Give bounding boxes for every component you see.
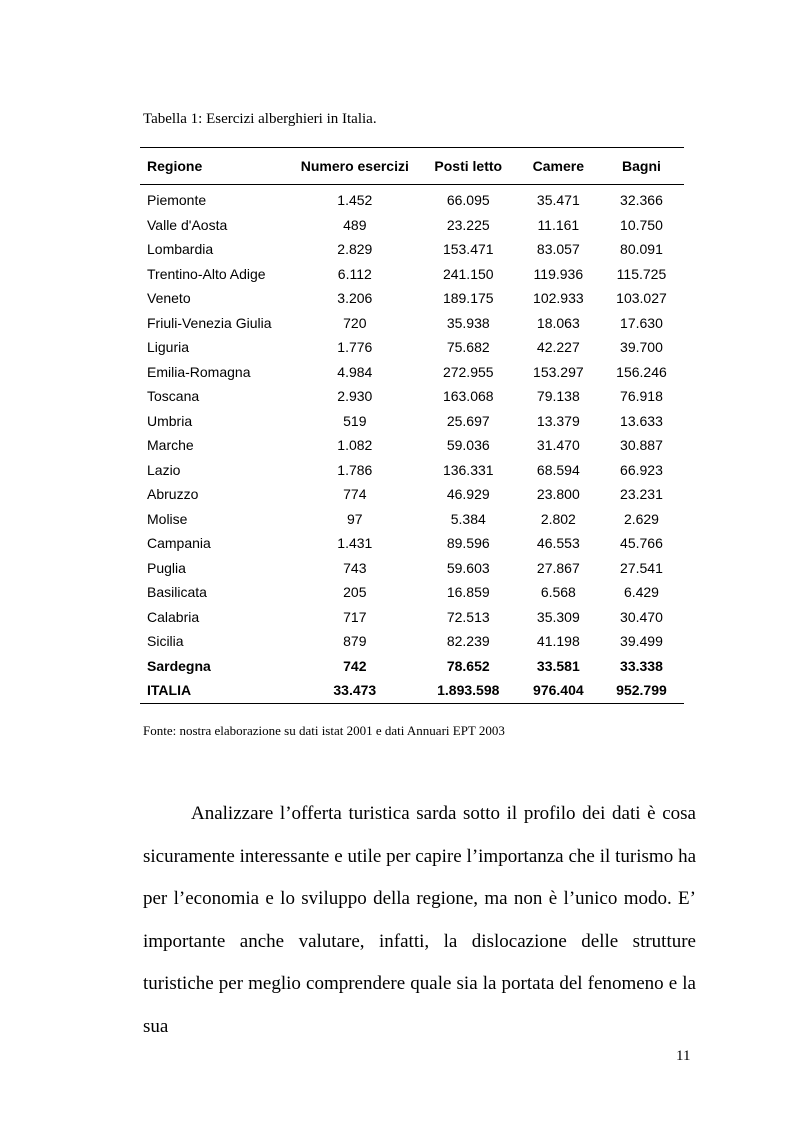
cell-bagni: 13.633 (620, 412, 663, 429)
cell-camere: 83.057 (536, 241, 580, 258)
cell-region: Veneto (147, 290, 191, 307)
table-row (140, 605, 684, 630)
cell-bagni: 27.541 (620, 559, 663, 576)
hotel-statistics-table (140, 147, 684, 704)
table-row (140, 629, 684, 654)
table-row (140, 384, 684, 409)
cell-camere: 31.470 (536, 437, 580, 454)
cell-posti-letto: 66.095 (446, 192, 490, 209)
cell-region: Umbria (147, 412, 193, 429)
cell-bagni: 115.725 (616, 265, 667, 282)
cell-esercizi: 1.776 (337, 339, 373, 356)
table-row-total (140, 678, 684, 703)
header-bagni: Bagni (599, 148, 684, 185)
header-regione: Regione (140, 148, 291, 185)
cell-region: Toscana (147, 388, 200, 405)
cell-camere: 41.198 (536, 633, 580, 650)
table-row (140, 531, 684, 556)
cell-bagni: 23.231 (620, 486, 663, 503)
cell-posti-letto: 89.596 (446, 535, 490, 552)
cell-region: Molise (147, 510, 188, 527)
cell-bagni: 32.366 (620, 192, 663, 209)
cell-bagni: 66.923 (620, 461, 663, 478)
cell-camere: 13.379 (536, 412, 580, 429)
cell-posti-letto: 23.225 (446, 216, 490, 233)
cell-bagni: 45.766 (620, 535, 663, 552)
table-row (140, 185, 684, 213)
source-note: Fonte: nostra elaborazione su dati istat 2001 e dati Annuari EPT 2003 (143, 723, 505, 738)
cell-posti-letto: 189.175 (442, 290, 494, 307)
cell-region: Campania (147, 535, 211, 552)
table-row (140, 286, 684, 311)
cell-region: Liguria (147, 339, 190, 356)
cell-camere: 35.309 (536, 608, 580, 625)
cell-region: Puglia (147, 559, 186, 576)
cell-camere: 18.063 (536, 314, 580, 331)
cell-camere: 27.867 (536, 559, 580, 576)
cell-region: Valle d'Aosta (147, 216, 228, 233)
table-row (140, 580, 684, 605)
cell-esercizi: 1.082 (337, 437, 373, 454)
cell-bagni: 17.630 (620, 314, 663, 331)
table-caption: Tabella 1: Esercizi alberghieri in Italia. (143, 111, 377, 127)
table-row (140, 360, 684, 385)
table-row (140, 213, 684, 238)
table-row (140, 507, 684, 532)
cell-esercizi: 743 (343, 559, 367, 576)
cell-esercizi: 489 (343, 216, 367, 233)
cell-esercizi: 3.206 (337, 290, 373, 307)
cell-esercizi: 1.452 (337, 192, 373, 209)
cell-camere: 11.161 (537, 216, 580, 233)
cell-camere: 102.933 (533, 290, 584, 307)
table-row-sardegna (140, 654, 684, 679)
cell-posti-letto: 16.859 (446, 584, 490, 601)
table-row (140, 409, 684, 434)
cell-bagni: 33.338 (620, 657, 663, 674)
cell-posti-letto: 78.652 (446, 657, 490, 674)
table-row (140, 311, 684, 336)
cell-esercizi: 2.829 (337, 241, 373, 258)
cell-posti-letto: 241.150 (442, 265, 494, 282)
cell-posti-letto: 35.938 (446, 314, 490, 331)
cell-region: Emilia-Romagna (147, 363, 251, 380)
cell-region: Lazio (147, 461, 181, 478)
cell-region: Marche (147, 437, 194, 454)
table-row (140, 458, 684, 483)
cell-esercizi: 1.786 (337, 461, 373, 478)
table-header-row (140, 148, 684, 185)
table-row (140, 482, 684, 507)
cell-region: Trentino-Alto Adige (147, 265, 266, 282)
cell-camere: 46.553 (536, 535, 580, 552)
cell-region: Abruzzo (147, 486, 199, 503)
table-row (140, 237, 684, 262)
cell-region: ITALIA (140, 678, 291, 703)
cell-esercizi: 33.473 (291, 678, 419, 703)
cell-camere: 976.404 (518, 678, 599, 703)
cell-bagni: 39.499 (620, 633, 663, 650)
cell-bagni: 156.246 (616, 363, 667, 380)
cell-camere: 23.800 (536, 486, 580, 503)
cell-esercizi: 879 (343, 633, 367, 650)
cell-posti-letto: 1.893.598 (419, 678, 518, 703)
cell-esercizi: 6.112 (337, 265, 372, 282)
cell-camere: 68.594 (536, 461, 580, 478)
cell-esercizi: 2.930 (337, 388, 373, 405)
cell-camere: 153.297 (533, 363, 584, 380)
cell-camere: 119.936 (533, 265, 584, 282)
cell-region: Piemonte (147, 192, 207, 209)
cell-esercizi: 774 (343, 486, 367, 503)
cell-camere: 6.568 (540, 584, 576, 601)
cell-camere: 42.227 (536, 339, 580, 356)
cell-posti-letto: 163.068 (442, 388, 494, 405)
cell-bagni: 30.470 (620, 608, 663, 625)
table-row (140, 556, 684, 581)
cell-region: Sardegna (147, 657, 211, 674)
cell-posti-letto: 272.955 (442, 363, 494, 380)
cell-bagni: 39.700 (620, 339, 663, 356)
cell-posti-letto: 136.331 (442, 461, 494, 478)
cell-region: Basilicata (147, 584, 207, 601)
cell-region: Calabria (147, 608, 200, 625)
cell-esercizi: 717 (343, 608, 367, 625)
header-posti-letto: Posti letto (419, 148, 518, 185)
cell-bagni: 2.629 (623, 510, 659, 527)
table-row (140, 262, 684, 287)
cell-camere: 2.802 (540, 510, 576, 527)
cell-bagni: 76.918 (620, 388, 663, 405)
cell-camere: 35.471 (536, 192, 580, 209)
cell-bagni: 30.887 (620, 437, 663, 454)
cell-region: Lombardia (147, 241, 214, 258)
cell-esercizi: 720 (343, 314, 367, 331)
cell-posti-letto: 59.036 (446, 437, 490, 454)
cell-esercizi: 4.984 (337, 363, 373, 380)
cell-esercizi: 519 (343, 412, 367, 429)
cell-bagni: 952.799 (599, 678, 684, 703)
cell-posti-letto: 75.682 (446, 339, 490, 356)
cell-esercizi: 1.431 (337, 535, 373, 552)
table-row (140, 433, 684, 458)
cell-posti-letto: 153.471 (442, 241, 494, 258)
header-numero-esercizi: Numero esercizi (291, 148, 419, 185)
header-camere: Camere (518, 148, 599, 185)
cell-bagni: 10.750 (620, 216, 663, 233)
cell-posti-letto: 25.697 (446, 412, 490, 429)
page-number: 11 (676, 1048, 691, 1064)
cell-region: Sicilia (147, 633, 184, 650)
cell-camere: 79.138 (536, 388, 580, 405)
cell-bagni: 103.027 (616, 290, 667, 307)
cell-esercizi: 205 (343, 584, 367, 601)
cell-region: Friuli-Venezia Giulia (147, 314, 272, 331)
cell-camere: 33.581 (536, 657, 580, 674)
cell-posti-letto: 72.513 (446, 608, 490, 625)
table-row (140, 335, 684, 360)
cell-bagni: 80.091 (620, 241, 663, 258)
cell-esercizi: 742 (343, 657, 367, 674)
cell-posti-letto: 5.384 (450, 510, 486, 527)
cell-posti-letto: 46.929 (446, 486, 490, 503)
cell-posti-letto: 82.239 (446, 633, 490, 650)
cell-bagni: 6.429 (623, 584, 659, 601)
body-paragraph: Analizzare l’offerta turistica sarda sotto il profilo dei dati è cosa sicuramente interessante e utile per capire l’importanza che il turismo ha per l’economia e lo sviluppo della regione, ma non è l’unico modo. E’ importante anche valutare, infatti, la dislocazione delle strutture turistiche per meglio comprendere quale sia la portata del fenomeno e la sua (143, 803, 696, 1037)
cell-esercizi: 97 (347, 510, 363, 527)
cell-posti-letto: 59.603 (446, 559, 490, 576)
